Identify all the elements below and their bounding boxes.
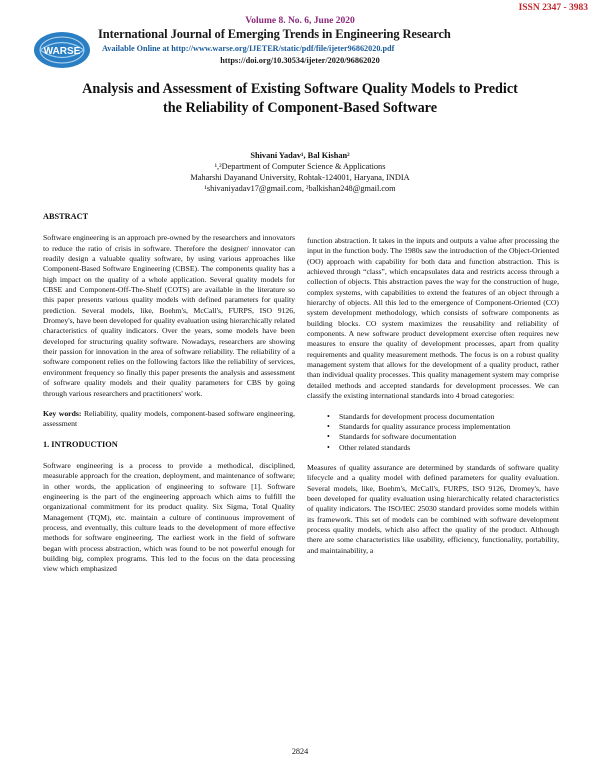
journal-name: International Journal of Emerging Trends in Engineering Research — [98, 27, 451, 41]
author-department: ¹,²Department of Computer Science & Applications — [214, 162, 386, 171]
keywords-label: Key words: — [43, 408, 82, 418]
keywords — [43, 409, 295, 430]
author-names: Shivani Yadav¹, Bal Kishan² — [250, 151, 350, 160]
list-item: • Standards for development process documentation — [307, 412, 559, 422]
issn-label: ISSN 2347 - 3983 — [518, 3, 588, 13]
right-paragraph-1: function abstraction. It takes in the inputs and outputs a value after processing the input in the function body. The 1980s saw the introduction of the Object-Oriented (OO) approach with capability for both data and function abstraction. This is achieved through “class”, which encapsulates data and restricts access through a collection of objects. This abstraction paves the way for the construction of huge, complex systems, with capabilities to extend the features of an object through a hierarchy of objects. All this led to the emergence of Component-Oriented (CO) system development methodology, which consists of software components as building blocks. CO system maximizes the reusability and reliability of components. A new software product development exercise often requires new measures to ensure the quality of development processes, apart from quality requirements and quality measurement methods. The focus is on a robust quality management system that allows for the development of a quality product, rather than individual quality processes. This quality management system may comprise detailed methods and accepted standards for development processes. We can classify the existing international standards into 4 broad categories: — [307, 236, 559, 401]
svg-text:WARSE: WARSE — [43, 46, 81, 57]
author-block — [0, 150, 600, 194]
journal-header — [0, 14, 600, 70]
right-paragraph-2: Measures of quality assurance are determined by standards of software quality lifecycle and a quality model with defined parameters for quality evaluation. Several models, like, Boehm's, McCall's, FURPS, ISO 9126, Dromey's, have been developed for quality evaluation using hierarchically related characteristics of quality indicators. The ISO/IEC 25030 standard provides some models within its framework. This set of models can be combined with software development process quality models, which also affect the quality of the product. Although there are some characteristics like usability, efficiency, functionality, portability, and maintainability, a — [307, 462, 559, 555]
abstract-text: Software engineering is an approach pre-owned by the researchers and innovators to reduce the ratio of crisis in software. Therefore the designer/ innovator can readily design a valuable quality software, by using various approaches like Component-Based Software Engineering (CBSE). The components quality has a high impact on the quality of a whole application. Several quality models for CBSE and Component-Off-The-Shelf (COTS) are available in the literature so this paper presents various quality models with defined parameters for quality prediction. Several models, like, Boehm's, McCall's, FURPS, ISO 9126, Dromey's, have been developed for quality evaluation using hierarchically related characteristics of quality indicators. Over the years, some models have been developed for structuring quality software. Nowadays, researchers are showing their passion for innovation in the area of software reliability. The reliability of a software component relies on the following factors like the reliability of services, environment frequency so finally this paper presents the analysis and assessment of software quality models and their quality parameters for CBS by going through various researchers and practitioners' work. — [43, 233, 295, 398]
standards-list — [307, 412, 559, 453]
author-university: Maharshi Dayanand University, Rohtak-124001, Haryana, INDIA — [190, 173, 410, 182]
list-item: • Standards for software documentation — [307, 432, 559, 442]
volume-label: Volume 8. No. 6, June 2020 — [245, 16, 355, 26]
list-item: • Other related standards — [307, 443, 559, 453]
doi-link[interactable]: https://doi.org/10.30534/ijeter/2020/96862020 — [220, 56, 380, 65]
abstract-heading: ABSTRACT — [43, 212, 89, 221]
intro-heading: 1. INTRODUCTION — [43, 439, 118, 449]
left-column — [43, 212, 295, 575]
paper-title: Analysis and Assessment of Existing Software Quality Models to Predict the Reliability of Component-Based Software — [82, 81, 518, 116]
available-online-link[interactable]: Available Online at http://www.warse.org/IJETER/static/pdf/file/ijeter96862020.pdf — [102, 44, 395, 53]
page-number: 2824 — [291, 747, 309, 756]
keywords-text: Reliability, quality models, component-based software engineering, assessment — [43, 408, 295, 429]
author-emails: ¹shivaniyadav17@gmail.com, ²balkishan248@gmail.com — [204, 184, 396, 193]
right-column — [307, 236, 559, 556]
list-item: • Standards for quality assurance process implementation — [307, 422, 559, 432]
intro-text: Software engineering is a process to provide a methodical, disciplined, measurable approach for the creation, deployment, and maintenance of software; in other words, the application of engineering to software [1]. Software engineering is the part of the engineering approach which aims to fulfill the organizational commitment for its product quality. Six Sigma, Total Quality Management (TQM), etc. maintain a culture of continuous improvement of process, and eventually, this culture leads to the development of more effective methods for software engineering. The earliest work in the field of software began with process abstraction, which was found to be not powerful enough for building big, complex programs. This led to the focus on the data processing view which emphasized — [43, 460, 295, 574]
